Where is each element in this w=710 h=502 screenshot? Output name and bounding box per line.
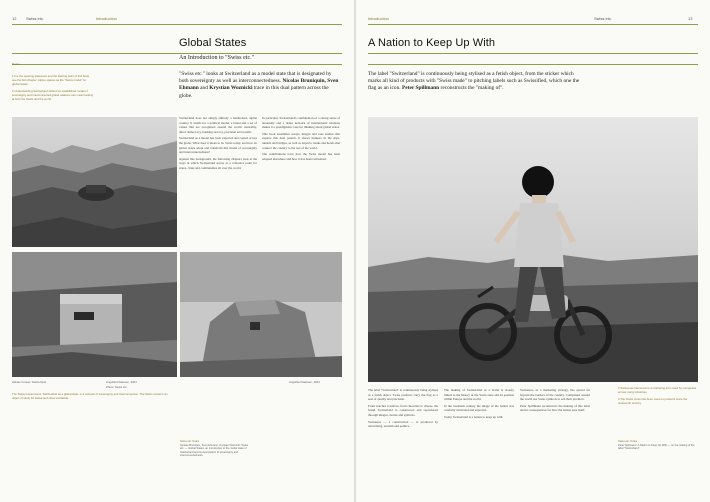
image-credit: Angelika Klaassen, 2004 xyxy=(106,380,137,384)
bunker-landscape-image xyxy=(12,117,177,247)
image-caption: Hidden bunker, Switzerland xyxy=(12,380,47,384)
bottom-paragraph: The Swiss Government, Switzerland as a global state, is a network of sovereignty and interconnection. The Swiss model is an object of study for states and cities worldwide. xyxy=(12,392,168,400)
footnote xyxy=(180,440,250,495)
body-paragraph: From watches to knives, from chocolate to cheese, the brand Switzerland is constructed and reproduced through images, stories and symbols. xyxy=(368,403,438,417)
footnote-text: Peter Spillmann: A Nation to Keep Up With — on the making of the label "Switzerland". xyxy=(618,443,695,451)
side-note: 1 For the opening statement and the starting point of this book see the first chapter: Alpine spaces as the "Swiss model" for global states. xyxy=(12,74,89,86)
footnote-text: Nicolas Bruniquin, Sven Ehmann, Krystian Woznicki: Swiss etc. — Global States, an introduction to the model state of Switzerland and its dual pattern of sovereignty and interconnectedness. xyxy=(180,443,248,458)
body-paragraph: Peter Spillmann reconstructs the making of this label and its consequences for how the nation sees itself. xyxy=(520,403,590,413)
image-credit: Photo: Swiss etc. xyxy=(106,385,128,389)
body-paragraph: The contributions trace how the Swiss model has been adopted elsewhere and how it has been reinvented. xyxy=(262,152,340,161)
section-label: Introduction xyxy=(368,16,389,21)
side-note: 4 The Swiss cross has been used on products since the nineteenth century. xyxy=(618,397,688,405)
header-rule xyxy=(12,24,342,25)
body-paragraph: In particular, Switzerland's combination of a strong sense of autonomy and a dense network of international relations makes it a paradigmatic case for thinking about global states. xyxy=(262,116,340,130)
body-column-2 xyxy=(444,388,514,493)
page-title: Global States xyxy=(179,37,247,49)
side-notes xyxy=(618,386,698,426)
left-page xyxy=(0,0,354,502)
body-paragraph: Swissness, as a marketing strategy, has spread far beyond the borders of the country. Companies around the world use Swiss symbols to sell their products. xyxy=(520,388,590,402)
section-label: Introduction xyxy=(96,16,117,21)
footnote-label: Swiss etc. Notes xyxy=(180,440,200,443)
body-paragraph: Today Switzerland is a nation to keep up with. xyxy=(444,414,504,419)
notes-label: Notes xyxy=(12,62,20,66)
side-notes xyxy=(12,74,94,120)
body-column-3 xyxy=(520,388,590,493)
body-paragraph: Against this background, the following chapters look at the ways in which Switzerland serves as a reference point for states, cities and communities all over the world. xyxy=(179,156,257,170)
page-number: 13 xyxy=(688,16,693,21)
title-rule xyxy=(12,53,342,54)
page-subtitle: An Introduction to "Swiss etc." xyxy=(179,55,255,61)
body-column-2 xyxy=(262,116,340,186)
lead-paragraph: "Swiss etc." looks at Switzerland as a model state that is designated by both sovereignty as well as interconnectedness. Nicolas Bruniquin, Sven Ehmann and Krystian Woznicki trace in this dual pattern across the globe. xyxy=(179,71,339,99)
body-paragraph: Swissness — a construction — is produced by advertising, tourism and politics. xyxy=(368,419,438,429)
side-note: 2 Understanding Switzerland without an established model of sovereignty and interconnected global relations can mean looking at both the Swiss and the world. xyxy=(12,89,94,101)
footnote-label: Swiss etc. Notes xyxy=(618,440,638,443)
body-paragraph: Switzerland as a model has been exported and copied across the globe. What does it mean to be Swiss today, and how do global states adopt and transform this model of sovereignty and interconnectedness? xyxy=(179,136,257,155)
body-column-1 xyxy=(368,388,438,493)
body-column-1 xyxy=(179,116,257,251)
right-page xyxy=(356,0,710,502)
title-rule xyxy=(368,53,698,54)
photo-fortification-sky xyxy=(180,252,342,377)
photo-boy-motorcycle xyxy=(368,117,698,382)
image-credit: Angelika Klaassen, 2004 xyxy=(289,380,320,384)
body-paragraph: This book assembles essays, images and case studies that explore this dual pattern. It shows bunkers in the Alps, tunnels and bridges, as well as airports, banks and hotels that connect the country to the rest of the world. xyxy=(262,131,340,150)
lead-paragraph: The label "Switzerland" is continuously being stylised as a fetish object, from the sticker which marks all kind of products with "Swiss made" to pitching labels such as Swissified, which one the flag as an icon. Peter Spillmann reconstructs the "making of". xyxy=(368,71,580,92)
boy-motorcycle-image xyxy=(368,117,698,382)
page-number: 12 xyxy=(12,16,17,21)
body-paragraph: The label "Switzerland" is continuously being stylised as a fetish object. Swiss products carry the flag as a seal of quality and precision. xyxy=(368,388,438,402)
photo-bunker-landscape xyxy=(12,117,177,247)
body-paragraph: The making of Switzerland as a brand is closely linked to the history of the Swiss state and its position within Europe and the world. xyxy=(444,388,514,402)
body-paragraph: In the twentieth century the image of the nation was carefully cultivated and exported. xyxy=(444,403,514,413)
subtitle-rule xyxy=(12,64,342,65)
photo-bunker-forest xyxy=(12,252,177,377)
running-head: Swiss etc. xyxy=(594,16,613,21)
page-title: A Nation to Keep Up With xyxy=(368,37,496,49)
running-head: Swiss etc. xyxy=(26,16,45,21)
fortification-sky-image xyxy=(180,252,342,377)
subtitle-rule xyxy=(368,64,698,65)
bottom-text xyxy=(12,392,172,492)
header-rule xyxy=(368,24,698,25)
body-paragraph: Switzerland does not simply embody a landlocked, alpine country. It stands for a political model, a brand and a set of values that are recognised around the world: neutrality, direct democracy, banking secrecy, precision and wealth. xyxy=(179,116,257,134)
side-note: 3 Swissness has become a marketing term used by companies across many industries. xyxy=(618,386,697,394)
bunker-forest-image xyxy=(12,252,177,377)
footnote xyxy=(618,440,698,495)
